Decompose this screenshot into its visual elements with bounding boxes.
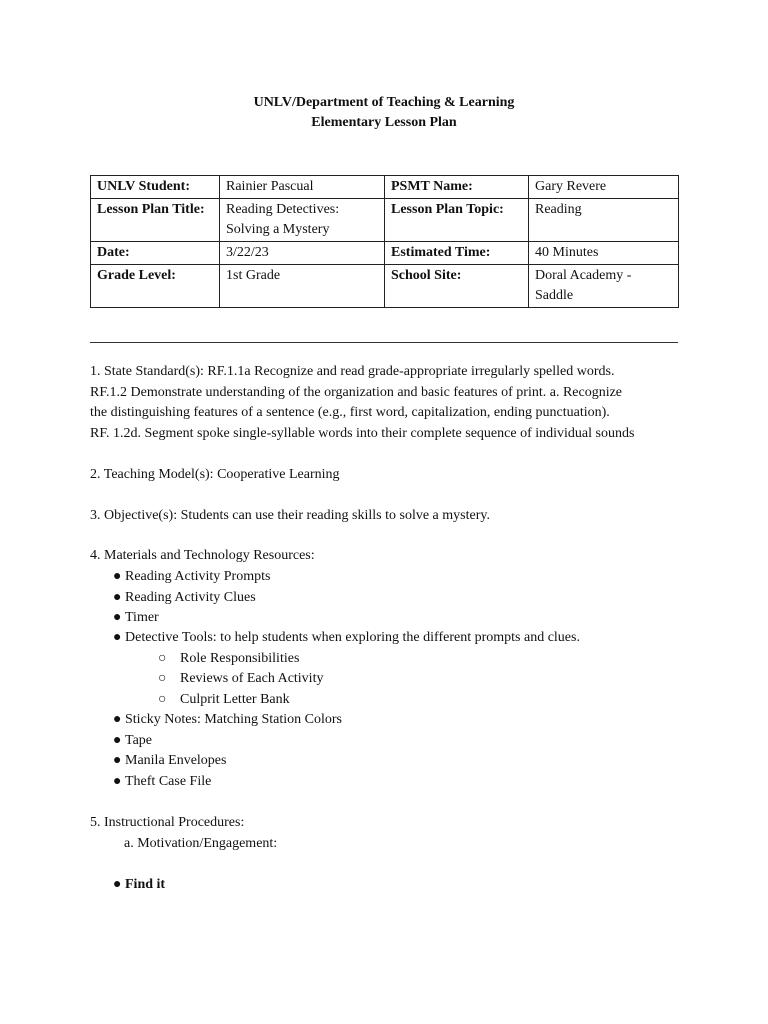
list-item-text: Detective Tools: to help students when exploring the different prompts and clues.	[125, 630, 580, 645]
horizontal-divider	[90, 342, 678, 343]
state-standards-line-3: the distinguishing features of a sentence (e.g., first word, capitalization, ending punctuation).	[90, 405, 610, 420]
value-lesson-plan-title: Reading Detectives: Solving a Mystery	[220, 199, 385, 242]
procedures-heading: 5. Instructional Procedures:	[90, 815, 245, 830]
sub-list-item-text: Role Responsibilities	[180, 651, 300, 666]
bullet-icon: ●	[113, 630, 122, 645]
label-estimated-time: Estimated Time:	[385, 242, 529, 265]
sub-list-item	[158, 649, 299, 669]
value-lesson-plan-topic: Reading	[529, 199, 679, 242]
label-school-site: School Site:	[385, 265, 529, 308]
state-standards-line-4: RF. 1.2d. Segment spoke single-syllable words into their complete sequence of individual sounds	[90, 426, 635, 441]
lesson-info-table	[90, 175, 679, 308]
bullet-icon: ●	[113, 569, 122, 584]
label-grade-level: Grade Level:	[91, 265, 220, 308]
value-date: 3/22/23	[220, 242, 385, 265]
bullet-icon: ●	[113, 774, 122, 789]
value-grade-level: 1st Grade	[220, 265, 385, 308]
value-school-site: Doral Academy - Saddle	[529, 265, 679, 308]
circle-bullet-icon: ○	[158, 671, 167, 686]
list-item-text: Timer	[125, 610, 159, 625]
bullet-icon: ●	[113, 590, 122, 605]
list-item-text: Tape	[125, 733, 153, 748]
list-item	[113, 731, 152, 751]
label-psmt-name: PSMT Name:	[385, 176, 529, 199]
list-item	[113, 710, 342, 730]
table-row	[91, 242, 679, 265]
value-psmt-name: Gary Revere	[529, 176, 679, 199]
list-item	[113, 772, 211, 792]
value-unlv-student: Rainier Pascual	[220, 176, 385, 199]
table-row	[91, 199, 679, 242]
document-title-line-2: Elementary Lesson Plan	[311, 115, 457, 130]
bullet-icon: ●	[113, 733, 122, 748]
list-item	[113, 588, 256, 608]
materials-heading: 4. Materials and Technology Resources:	[90, 548, 315, 563]
state-standards-line-1: 1. State Standard(s): RF.1.1a Recognize and read grade-appropriate irregularly spelled words.	[90, 364, 615, 379]
list-item-text: Reading Activity Prompts	[125, 569, 271, 584]
find-it-heading: Find it	[125, 877, 166, 892]
motivation-engagement: a. Motivation/Engagement:	[124, 836, 278, 851]
list-item	[113, 608, 159, 628]
list-item-text: Reading Activity Clues	[125, 590, 256, 605]
table-row	[91, 176, 679, 199]
sub-list-item	[158, 690, 290, 710]
label-lesson-plan-topic: Lesson Plan Topic:	[385, 199, 529, 242]
label-date: Date:	[91, 242, 220, 265]
circle-bullet-icon: ○	[158, 692, 167, 707]
list-item	[113, 875, 165, 895]
list-item	[113, 628, 580, 648]
bullet-icon: ●	[113, 610, 122, 625]
list-item-text: Theft Case File	[125, 774, 212, 789]
list-item	[113, 751, 226, 771]
label-lesson-plan-title: Lesson Plan Title:	[91, 199, 220, 242]
value-estimated-time: 40 Minutes	[529, 242, 679, 265]
document-title-line-1: UNLV/Department of Teaching & Learning	[253, 95, 515, 110]
table-row	[91, 265, 679, 308]
state-standards-line-2: RF.1.2 Demonstrate understanding of the organization and basic features of print. a. Recognize	[90, 385, 623, 400]
sub-list-item-text: Culprit Letter Bank	[180, 692, 290, 707]
sub-list-item-text: Reviews of Each Activity	[180, 671, 324, 686]
list-item-text: Manila Envelopes	[125, 753, 227, 768]
list-item-text: Sticky Notes: Matching Station Colors	[125, 712, 342, 727]
teaching-models: 2. Teaching Model(s): Cooperative Learning	[90, 467, 340, 482]
bullet-icon: ●	[113, 712, 122, 727]
circle-bullet-icon: ○	[158, 651, 167, 666]
sub-list-item	[158, 669, 323, 689]
list-item	[113, 567, 270, 587]
objectives: 3. Objective(s): Students can use their reading skills to solve a mystery.	[90, 508, 490, 523]
bullet-icon: ●	[113, 753, 122, 768]
label-unlv-student: UNLV Student:	[91, 176, 220, 199]
bullet-icon: ●	[113, 877, 122, 892]
